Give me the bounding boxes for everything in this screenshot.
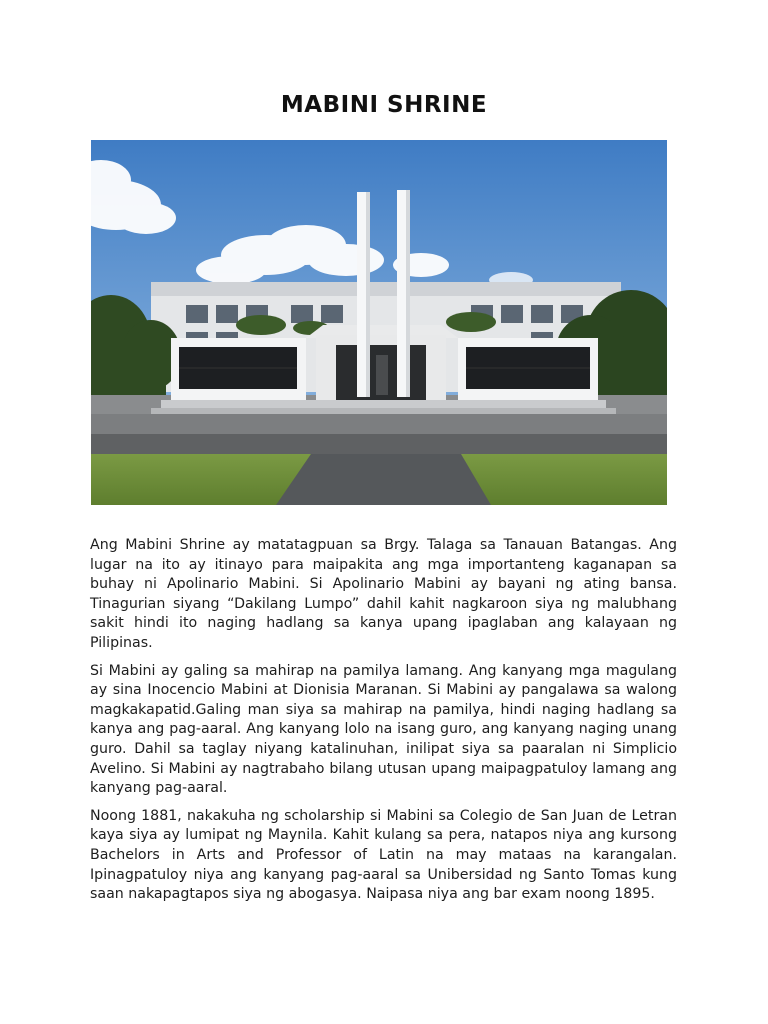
page-title: MABINI SHRINE	[280, 92, 488, 118]
shrine-photo	[91, 140, 667, 505]
shrine-photo-illustration	[91, 140, 667, 505]
paragraph-2: Si Mabini ay galing sa mahirap na pamilya lamang. Ang kanyang mga magulang ay sina Inocencio Mabini at Dionisia Maranan. Si Mabini ay pangalawa sa walong magkakapatid.Galing man siya sa mahirap na pamilya, hindi naging hadlang sa kanya ang pag-aaral. Ang kanyang lolo na isang guro, ang kanyang naging unang guro. Dahil sa taglay niyang katalinuhan, inilipat siya sa paaralan ni Simplicio Avelino. Si Mabini ay nagtrabaho bilang utusan upang maipagpatuloy lamang ang kanyang pag-aaral.	[90, 662, 677, 797]
article-body	[90, 536, 677, 913]
paragraph-1: Ang Mabini Shrine ay matatagpuan sa Brgy. Talaga sa Tanauan Batangas. Ang lugar na ito ay itinayo para maipakita ang mga importanteng kaganapan sa buhay ni Apolinario Mabini. Si Apolinario Mabini ay bayani ng ating bansa. Tinagurian siyang “Dakilang Lumpo” dahil kahit nagkaroon siya ng malubhang sakit hindi ito naging hadlang sa kanya upang ipaglaban ang kalayaan ng Pilipinas.	[90, 537, 677, 651]
paragraph-3: Noong 1881, nakakuha ng scholarship si Mabini sa Colegio de San Juan de Letran kaya siya ay lumipat ng Maynila. Kahit kulang sa pera, natapos niya ang kursong Bachelors in Arts and Professor of Latin na may mataas na karangalan. Ipinagpatuloy niya ang kanyang pag-aaral sa Unibersidad ng Santo Tomas kung saan nakapagtapos siya ng abogasya. Naipasa niya ang bar exam noong 1895.	[90, 807, 677, 903]
